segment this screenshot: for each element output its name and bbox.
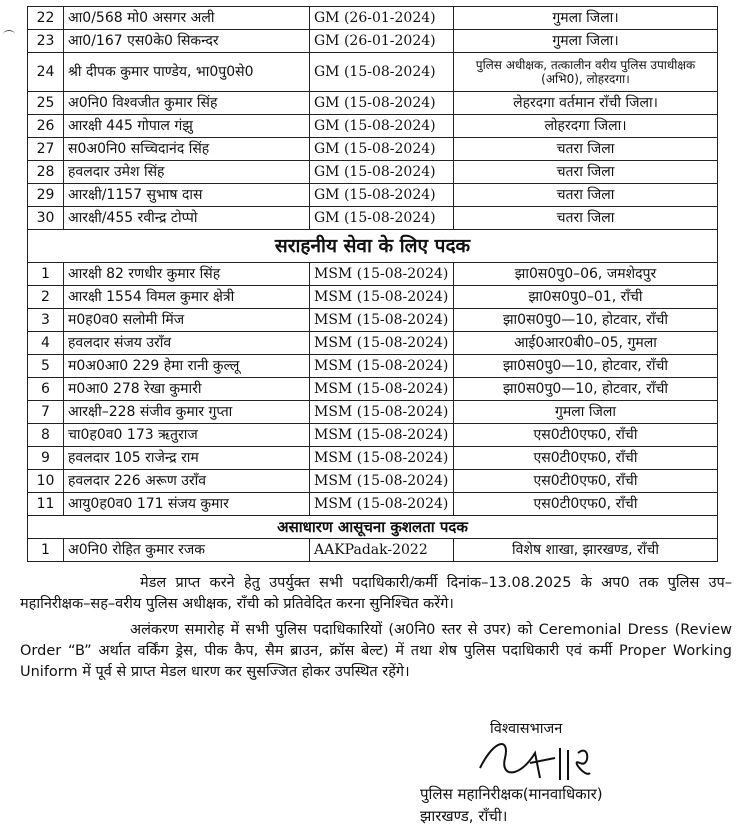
serial-number: 23 <box>28 30 64 53</box>
personnel-name: चा0ह0व0 173 ऋतुराज <box>64 424 310 447</box>
table-row <box>28 184 718 207</box>
table-row <box>28 138 718 161</box>
posting-place: एस0टी0एफ0, राँची <box>454 470 718 493</box>
posting-place: झा0स0पु0–01, राँची <box>454 286 718 309</box>
serial-number: 6 <box>28 378 64 401</box>
medal-type: MSM (15-08-2024) <box>310 355 454 378</box>
table-row <box>28 207 718 230</box>
location-line: झारखण्ड, राँची। <box>420 807 508 825</box>
table-row <box>28 161 718 184</box>
table-row <box>28 263 718 286</box>
personnel-name: हवलदार 226 अरूण उराँव <box>64 470 310 493</box>
posting-place: गुमला जिला <box>454 401 718 424</box>
serial-number: 8 <box>28 424 64 447</box>
table-row <box>28 332 718 355</box>
table-row <box>28 286 718 309</box>
table-row <box>28 30 718 53</box>
table-row <box>28 493 718 516</box>
posting-place: पुलिस अधीक्षक, तत्कालीन वरीय पुलिस उपाधीक्षक (अभि0), लोहरदगा। <box>454 53 718 92</box>
table-row <box>28 424 718 447</box>
medal-table-body <box>28 7 718 562</box>
posting-place: एस0टी0एफ0, राँची <box>454 447 718 470</box>
medal-type: MSM (15-08-2024) <box>310 424 454 447</box>
personnel-name: आरक्षी–228 संजीव कुमार गुप्ता <box>64 401 310 424</box>
medal-type: MSM (15-08-2024) <box>310 332 454 355</box>
serial-number: 10 <box>28 470 64 493</box>
posting-place: गुमला जिला। <box>454 30 718 53</box>
personnel-name: आ0/568 मो0 असगर अली <box>64 7 310 30</box>
handwritten-signature <box>460 728 610 788</box>
posting-place: गुमला जिला। <box>454 7 718 30</box>
personnel-name: हवलदार 105 राजेन्द्र राम <box>64 447 310 470</box>
medal-type: GM (26-01-2024) <box>310 30 454 53</box>
section-heading-row <box>28 516 718 539</box>
table-row <box>28 401 718 424</box>
personnel-name: आरक्षी/455 रवीन्द्र टोप्पो <box>64 207 310 230</box>
serial-number: 28 <box>28 161 64 184</box>
personnel-name: म0अ0आ0 229 हेमा रानी कुल्लू <box>64 355 310 378</box>
medal-type: GM (15-08-2024) <box>310 92 454 115</box>
posting-place: आई0आर0बी0–05, गुमला <box>454 332 718 355</box>
serial-number: 22 <box>28 7 64 30</box>
table-row <box>28 309 718 332</box>
serial-number: 25 <box>28 92 64 115</box>
serial-number: 1 <box>28 263 64 286</box>
medal-table <box>27 6 718 562</box>
serial-number: 11 <box>28 493 64 516</box>
medal-type: MSM (15-08-2024) <box>310 447 454 470</box>
personnel-name: आरक्षी/1157 सुभाष दास <box>64 184 310 207</box>
table-row <box>28 470 718 493</box>
personnel-name: श्री दीपक कुमार पाण्डेय, भा0पु0से0 <box>64 53 310 92</box>
signature-salutation: विश्वासभाजन <box>490 721 563 737</box>
personnel-name: आरक्षी 82 रणधीर कुमार सिंह <box>64 263 310 286</box>
serial-number: 2 <box>28 286 64 309</box>
posting-place: विशेष शाखा, झारखण्ड, राँची <box>454 539 718 562</box>
posting-place: लेहरदगा वर्तमान राँची जिला। <box>454 92 718 115</box>
posting-place: झा0स0पु0—10, होटवार, राँची <box>454 378 718 401</box>
personnel-name: आरक्षी 1554 विमल कुमार क्षेत्री <box>64 286 310 309</box>
posting-place: चतरा जिला <box>454 161 718 184</box>
table-row <box>28 355 718 378</box>
personnel-name: हवलदार संजय उराँव <box>64 332 310 355</box>
medal-type: GM (15-08-2024) <box>310 115 454 138</box>
margin-mark <box>3 30 15 39</box>
serial-number: 3 <box>28 309 64 332</box>
posting-place: चतरा जिला <box>454 138 718 161</box>
posting-place: एस0टी0एफ0, राँची <box>454 424 718 447</box>
medal-type: MSM (15-08-2024) <box>310 401 454 424</box>
posting-place: झा0स0पु0—10, होटवार, राँची <box>454 355 718 378</box>
section-heading: सराहनीय सेवा के लिए पदक <box>28 230 718 263</box>
serial-number: 26 <box>28 115 64 138</box>
medal-type: GM (15-08-2024) <box>310 161 454 184</box>
medal-type: GM (15-08-2024) <box>310 207 454 230</box>
designation-line: पुलिस महानिरीक्षक(मानवाधिकार) <box>420 785 603 803</box>
medal-type: AAKPadak-2022 <box>310 539 454 562</box>
medal-type: GM (15-08-2024) <box>310 53 454 92</box>
table-row <box>28 378 718 401</box>
medal-type: GM (15-08-2024) <box>310 184 454 207</box>
table-row <box>28 92 718 115</box>
posting-place: झा0स0पु0–06, जमशेदपुर <box>454 263 718 286</box>
personnel-name: आ0/167 एस0के0 सिकन्दर <box>64 30 310 53</box>
posting-place: एस0टी0एफ0, राँची <box>454 493 718 516</box>
table-row <box>28 115 718 138</box>
serial-number: 7 <box>28 401 64 424</box>
instruction-paragraph-2: अलंकरण समारोह में सभी पुलिस पदाधिकारियों (अ0नि0 स्तर से उपर) को Ceremonial Dress (Review Order “B” अर्थात वर्किंग ड्रेस, पीक कैप, सैम ब्राउन, क्रॉस बेल्ट) में तथा शेष पुलिस पदाधिकारी एवं कर्मी Proper Working Uniform में पूर्व से प्राप्त मेडल धारण कर सुसज्जित होकर उपस्थित रहेंगे। <box>20 622 732 680</box>
personnel-name: म0आ0 278 रेखा कुमारी <box>64 378 310 401</box>
medal-type: MSM (15-08-2024) <box>310 263 454 286</box>
posting-place: लोहरदगा जिला। <box>454 115 718 138</box>
serial-number: 4 <box>28 332 64 355</box>
personnel-name: आयु0ह0व0 171 संजय कुमार <box>64 493 310 516</box>
personnel-name: अ0नि0 रोहित कुमार रजक <box>64 539 310 562</box>
serial-number: 5 <box>28 355 64 378</box>
medal-type: MSM (15-08-2024) <box>310 493 454 516</box>
medal-type: MSM (15-08-2024) <box>310 470 454 493</box>
posting-place: झा0स0पु0—10, होटवार, राँची <box>454 309 718 332</box>
medal-type: MSM (15-08-2024) <box>310 286 454 309</box>
serial-number: 30 <box>28 207 64 230</box>
section-heading-row <box>28 230 718 263</box>
medal-type: MSM (15-08-2024) <box>310 378 454 401</box>
serial-number: 29 <box>28 184 64 207</box>
table-row <box>28 539 718 562</box>
instruction-paragraph-1: मेडल प्राप्त करने हेतु उपर्युक्त सभी पदाधिकारी/कर्मी दिनांक–13.08.2025 के अप0 तक पुलिस उप–महानिरीक्षक–सह–वरीय पुलिस अधीक्षक, राँची को प्रतिवेदित करना सुनिश्चित करेंगे। <box>20 575 732 612</box>
personnel-name: म0ह0व0 सलोमी मिंज <box>64 309 310 332</box>
table-row <box>28 53 718 92</box>
serial-number: 1 <box>28 539 64 562</box>
medal-type: GM (26-01-2024) <box>310 7 454 30</box>
posting-place: चतरा जिला <box>454 207 718 230</box>
personnel-name: स0अ0नि0 सच्चिदानंद सिंह <box>64 138 310 161</box>
personnel-name: आरक्षी 445 गोपाल गंझु <box>64 115 310 138</box>
medal-type: GM (15-08-2024) <box>310 138 454 161</box>
table-row <box>28 7 718 30</box>
serial-number: 27 <box>28 138 64 161</box>
medal-type: MSM (15-08-2024) <box>310 309 454 332</box>
serial-number: 24 <box>28 53 64 92</box>
table-row <box>28 447 718 470</box>
posting-place: चतरा जिला <box>454 184 718 207</box>
personnel-name: हवलदार उमेश सिंह <box>64 161 310 184</box>
personnel-name: अ0नि0 विश्वजीत कुमार सिंह <box>64 92 310 115</box>
section-heading: असाधारण आसूचना कुशलता पदक <box>28 516 718 539</box>
serial-number: 9 <box>28 447 64 470</box>
